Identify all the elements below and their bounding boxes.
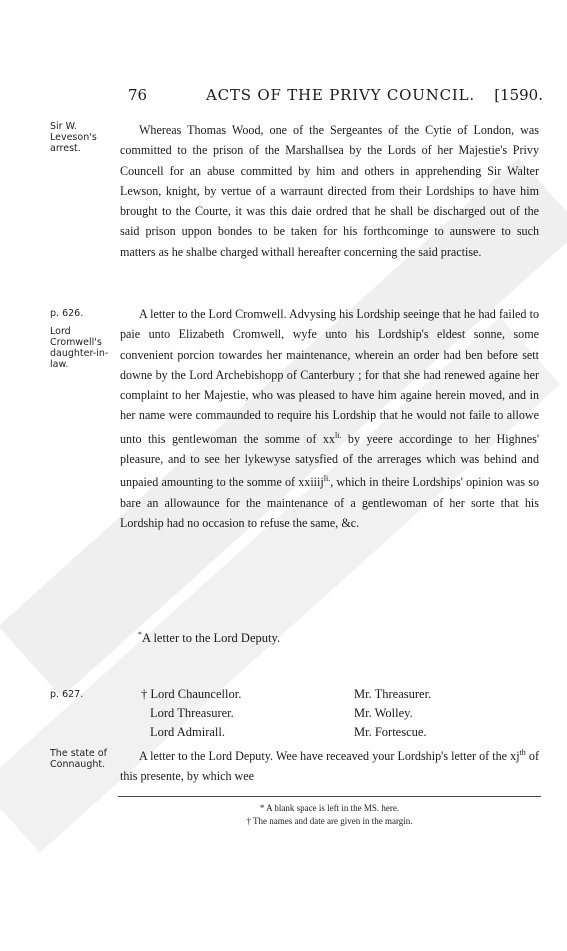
page-number: 76	[128, 86, 148, 104]
page-title: ACTS OF THE PRIVY COUNCIL.	[206, 86, 475, 104]
superscript-li: li.	[334, 430, 342, 440]
running-header	[128, 86, 543, 108]
paragraph-leveson	[120, 120, 539, 262]
footnote: † The names and date are given in the margin.	[246, 816, 413, 826]
footnote-mark: *	[138, 630, 142, 639]
margin-note-connaught: The state of Connaught.	[50, 748, 107, 770]
signers-left	[141, 685, 241, 742]
footnotes	[118, 802, 541, 828]
paragraph-text: A letter to the Lord Cromwell. Advysing his Lordship seeinge that he had failed to paie unto Elizabeth Cromwell, wyfe unto his Lordship's eldest sonne, some convenient porcion towardes her maintenance, wherein an order had ben before sett downe by the Lord Archebishopp of Canterbury ; for that she had renewed againe her complaint to her Majestie, who was pleased to have him againe herein moved, and in her name were commaunded to require his Lordship that he would not faile to allowe unto this gentlewoman the somme of $xx^{li.}$ by yeere accordinge to her Highnes' pleasure, and to see her lykewyse satysfied of the arrerages which was behind and unpaied amounting to the somme of xxiiij$^{li.}$, which in theire Lordships' opinion was so bare an allowaunce for the maintenance of a gentlewoman of her sorte that his Lordship had no occasion to refuse the same, &c.	[120, 307, 539, 531]
paragraph-text: A letter to the Lord Deputy. Wee have receaved your Lordship's letter of the $xj^{th}$ of this presente, by which wee	[120, 748, 539, 784]
sub-heading-lord-deputy	[138, 630, 280, 646]
signer: Lord Threasurer.	[150, 706, 234, 720]
footnote: * A blank space is left in the MS. here.	[259, 803, 400, 813]
signers-right	[354, 685, 431, 742]
sub-heading-text: A letter to the Lord Deputy.	[142, 631, 281, 646]
signer: Lord Admirall.	[150, 725, 225, 739]
paragraph-cromwell	[120, 304, 539, 533]
signer: Mr. Fortescue.	[354, 725, 427, 739]
margin-note-page-627: p. 627.	[50, 689, 84, 700]
margin-note-page-626: p. 626.	[50, 308, 84, 319]
paragraph-text: Whereas Thomas Wood, one of the Sergeantes of the Cytie of London, was committed to the prison of the Marshallsea by the Lords of her Majestie's Privy Councell for an abuse committed by him and others in apprehending Sir Walter Lewson, knight, by vertue of a warraunt directed from their Lordships to have him brought to the Courte, it was this daie ordred that he shall be discharged out of the said prison uppon bondes to be taken for his forthcominge to aunswere to such matters as he shalbe charged withall hereafter concerning the said practise.	[120, 123, 539, 259]
footnote-rule	[118, 796, 541, 797]
margin-note-cromwell: Lord Cromwell's daughter-in-law.	[50, 326, 109, 370]
superscript-th: th	[519, 748, 526, 757]
superscript-li: li.	[323, 474, 331, 484]
signer: Mr. Wolley.	[354, 706, 413, 720]
paragraph-connaught	[120, 743, 539, 787]
year-marker: [1590.	[494, 86, 543, 104]
signer: Mr. Threasurer.	[354, 687, 432, 701]
signer: † Lord Chauncellor.	[141, 687, 242, 701]
margin-note-leveson: Sir W. Leveson's arrest.	[50, 121, 97, 154]
